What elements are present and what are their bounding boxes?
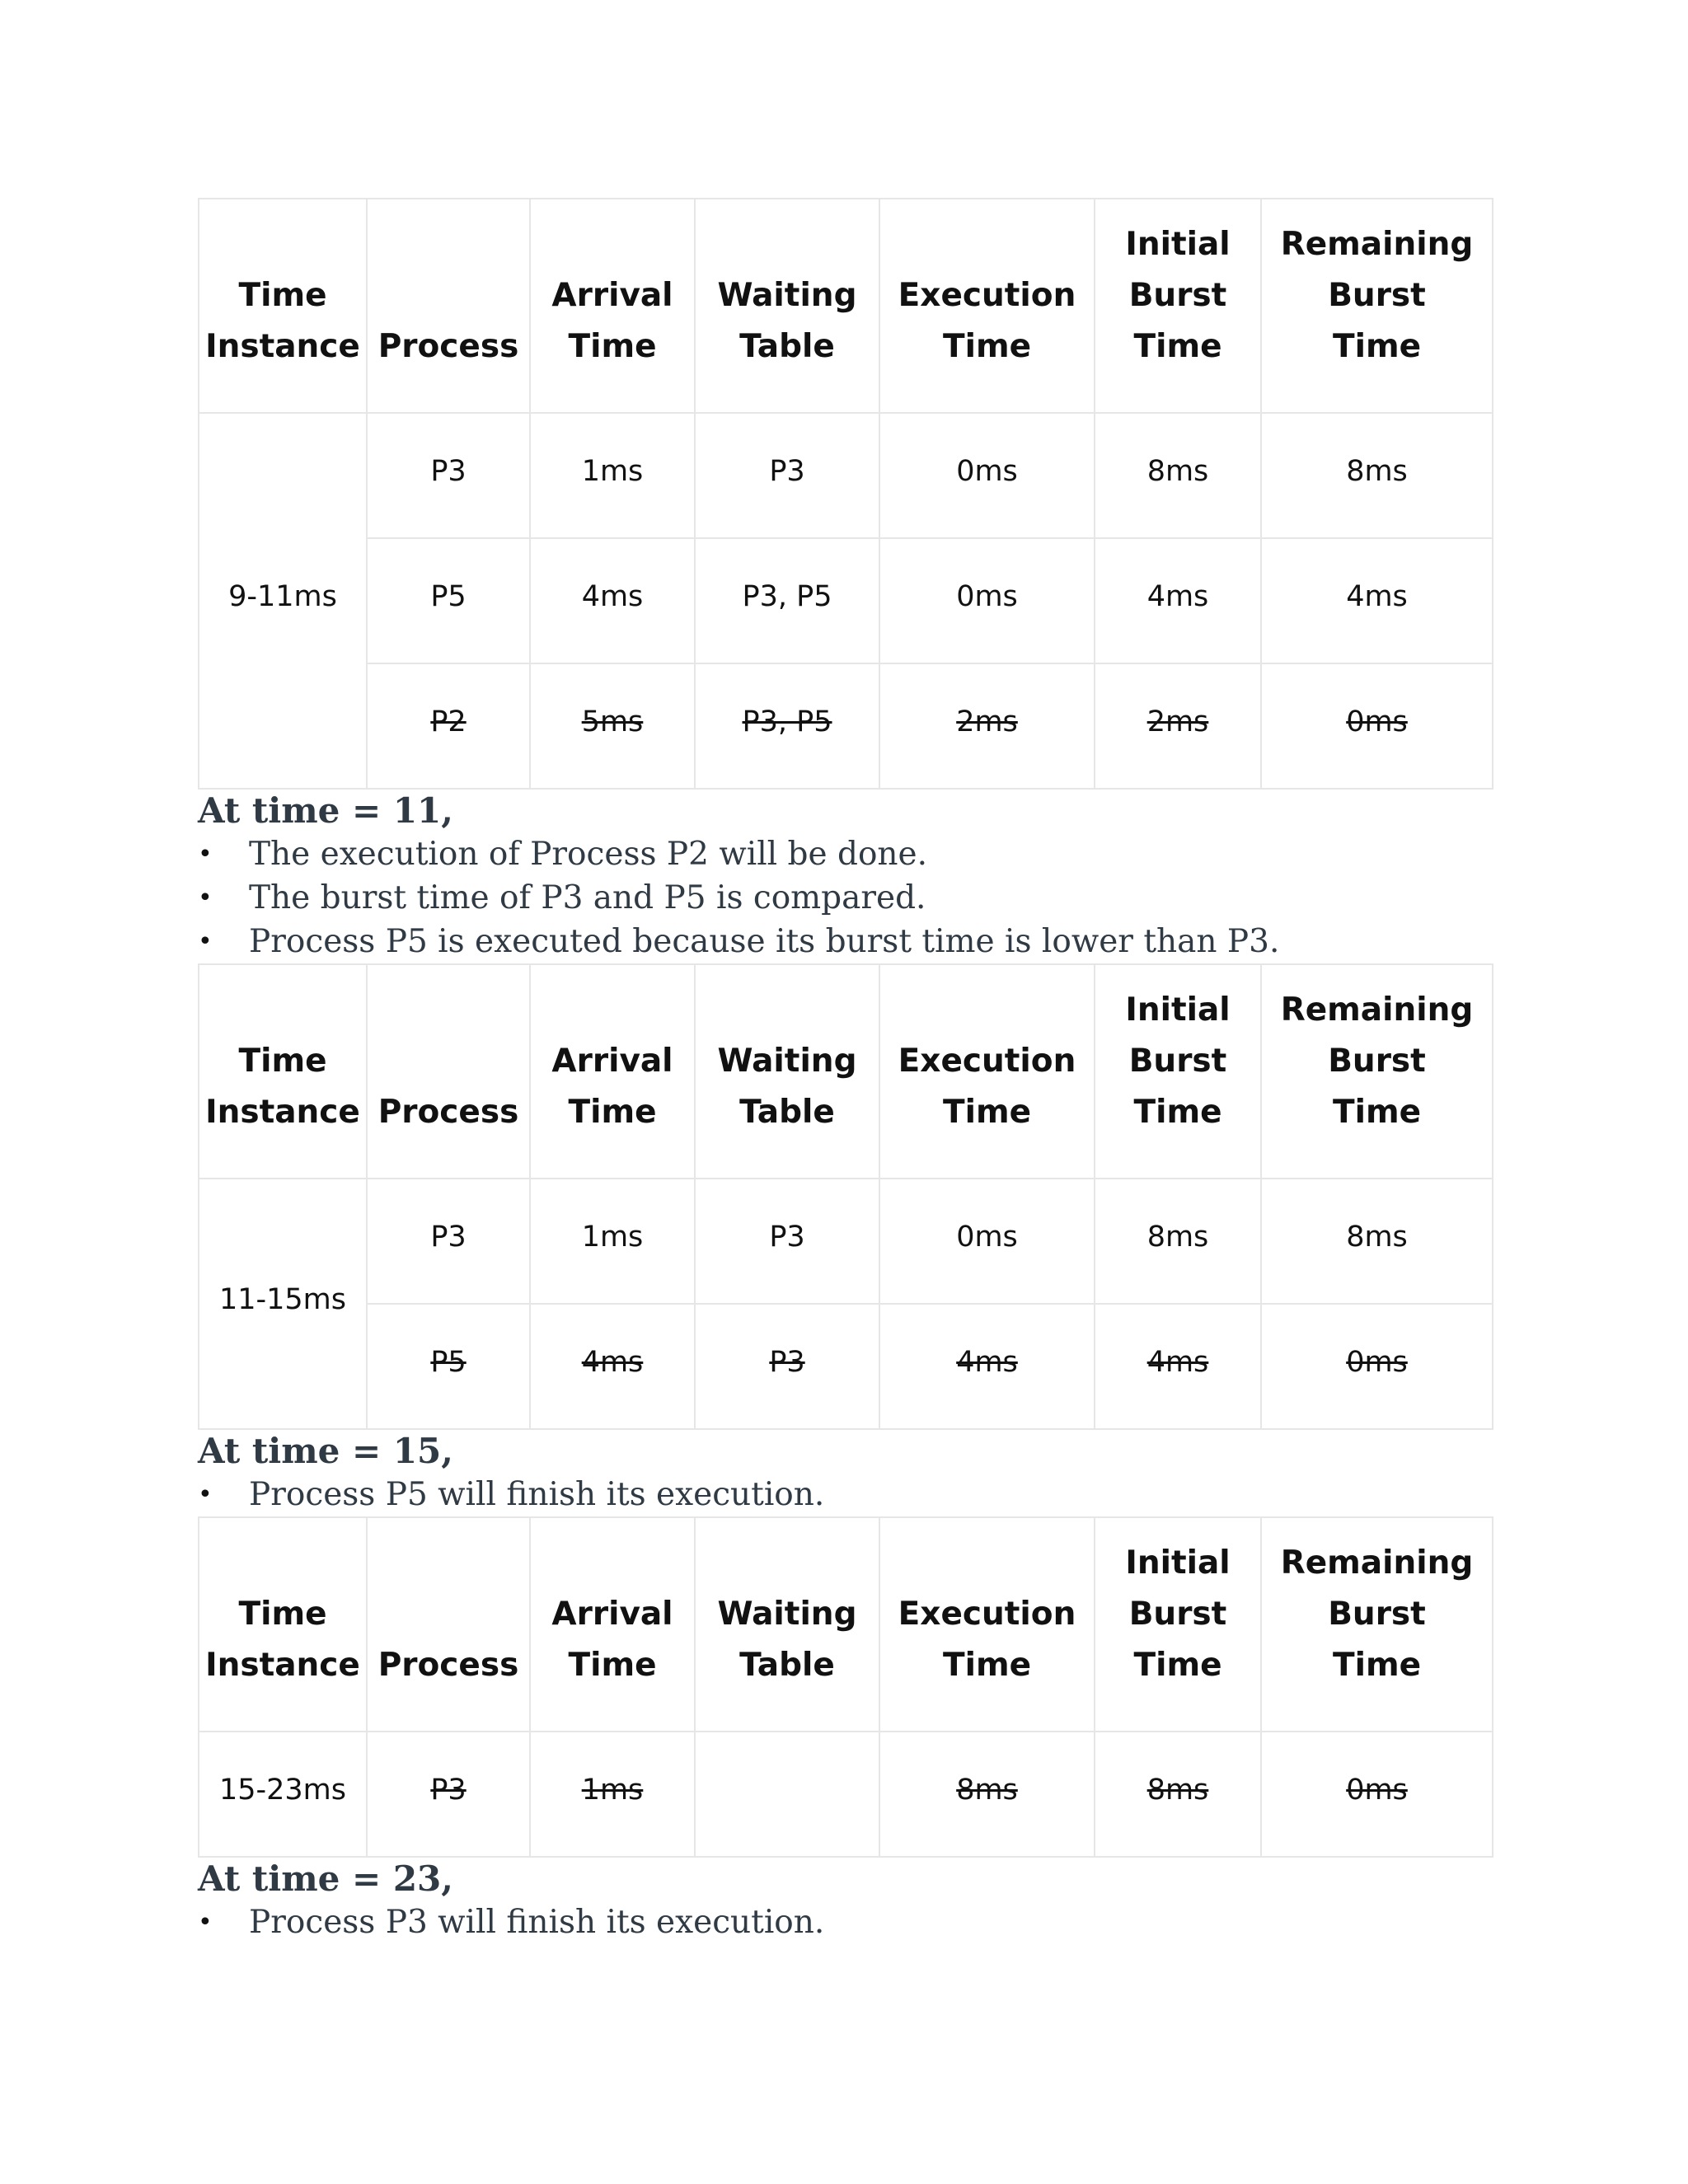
- waiting-table-text: P3: [769, 1346, 805, 1379]
- time-note: [198, 790, 1492, 963]
- column-header-text: Time: [942, 1094, 1032, 1131]
- execution-time-cell: [879, 663, 1095, 789]
- remaining-burst-cell: [1261, 413, 1493, 538]
- time-instance-cell: [199, 1179, 367, 1429]
- column-header-text: Instance: [205, 1094, 360, 1131]
- column-header-text: Time: [568, 1094, 657, 1131]
- initial-burst-text: 8ms: [1146, 1774, 1209, 1807]
- waiting-table-cell: [695, 413, 879, 538]
- execution-time-text: 0ms: [956, 1221, 1018, 1254]
- time-note: [198, 1430, 1492, 1516]
- remaining-burst-cell: [1261, 538, 1493, 663]
- arrival-time-text: 4ms: [581, 1346, 644, 1379]
- column-header-text: Arrival: [551, 277, 673, 314]
- waiting-table-cell: [695, 663, 879, 789]
- column-header: [367, 199, 530, 413]
- process-cell: [367, 1732, 530, 1857]
- column-header-text: Initial: [1125, 991, 1231, 1029]
- initial-burst-text: 2ms: [1146, 705, 1209, 738]
- execution-time-text: 0ms: [956, 455, 1018, 488]
- column-header-text: Time: [1332, 328, 1422, 365]
- time-note-heading: At time = 23,: [198, 1858, 453, 1899]
- column-header-text: Time: [1332, 1094, 1422, 1131]
- waiting-table-text: P3: [769, 1221, 805, 1254]
- table-body: [199, 1732, 1493, 1857]
- bullet-item: • The burst time of P3 and P5 is compared.: [198, 876, 1492, 920]
- column-header-text: Execution: [898, 1043, 1076, 1080]
- initial-burst-text: 8ms: [1146, 455, 1209, 488]
- column-header-text: Remaining: [1280, 1544, 1474, 1582]
- document-page: [198, 198, 1492, 1944]
- column-header-text: Instance: [205, 328, 360, 365]
- column-header: [695, 964, 879, 1179]
- execution-time-cell: [879, 538, 1095, 663]
- column-header-text: Burst: [1328, 1043, 1426, 1080]
- column-header: [530, 964, 695, 1179]
- table-row: [199, 1732, 1493, 1857]
- column-header-text: Waiting: [717, 277, 857, 314]
- arrival-time-cell: [530, 1304, 695, 1429]
- process-text: P5: [430, 580, 467, 613]
- process-text: P3: [430, 1221, 467, 1254]
- schedule-table: [198, 963, 1493, 1430]
- column-header: [879, 964, 1095, 1179]
- arrival-time-text: 5ms: [581, 705, 644, 738]
- initial-burst-cell: [1095, 1304, 1261, 1429]
- arrival-time-cell: [530, 663, 695, 789]
- process-text: P3: [430, 455, 467, 488]
- column-header: [1261, 1517, 1493, 1732]
- table-row: [199, 413, 1493, 538]
- column-header-text: Table: [739, 1094, 835, 1131]
- column-header-text: Time: [1133, 328, 1222, 365]
- time-instance-text: 11-15ms: [218, 1283, 347, 1316]
- arrival-time-text: 4ms: [581, 580, 644, 613]
- column-header-text: Time: [1133, 1647, 1222, 1684]
- execution-time-cell: [879, 1179, 1095, 1304]
- column-header-text: Instance: [205, 1647, 360, 1684]
- execution-time-text: 2ms: [956, 705, 1018, 738]
- table-header: [199, 1517, 1493, 1732]
- remaining-burst-cell: [1261, 1732, 1493, 1857]
- initial-burst-cell: [1095, 1732, 1261, 1857]
- arrival-time-text: 1ms: [581, 455, 644, 488]
- schedule-table: [198, 198, 1493, 790]
- arrival-time-cell: [530, 1732, 695, 1857]
- table-body: [199, 413, 1493, 789]
- column-header: [1095, 1517, 1261, 1732]
- header-row: [199, 1517, 1493, 1732]
- arrival-time-cell: [530, 538, 695, 663]
- process-cell: [367, 1179, 530, 1304]
- bullet-list: [198, 1473, 1492, 1516]
- column-header-text: Time: [568, 1647, 657, 1684]
- execution-time-cell: [879, 413, 1095, 538]
- schedule-table: [198, 1516, 1493, 1858]
- execution-time-cell: [879, 1304, 1095, 1429]
- table-row: [199, 663, 1493, 789]
- time-instance-cell: [199, 413, 367, 789]
- initial-burst-cell: [1095, 663, 1261, 789]
- process-text: P5: [430, 1346, 467, 1379]
- remaining-burst-cell: [1261, 1179, 1493, 1304]
- time-note-heading: At time = 11,: [198, 790, 453, 831]
- column-header-text: Time: [238, 277, 327, 314]
- column-header: [695, 199, 879, 413]
- column-header-text: Remaining: [1280, 991, 1474, 1029]
- column-header-text: Waiting: [717, 1043, 857, 1080]
- initial-burst-text: 8ms: [1146, 1221, 1209, 1254]
- initial-burst-text: 4ms: [1146, 1346, 1209, 1379]
- arrival-time-cell: [530, 1179, 695, 1304]
- column-header: [530, 199, 695, 413]
- column-header-text: Time: [568, 328, 657, 365]
- column-header: [530, 1517, 695, 1732]
- remaining-burst-text: 0ms: [1346, 1346, 1408, 1379]
- waiting-table-cell: [695, 538, 879, 663]
- time-note: [198, 1858, 1492, 1944]
- bullet-item: • Process P5 is executed because its burst time is lower than P3.: [198, 920, 1492, 963]
- column-header: [199, 1517, 367, 1732]
- bullet-list: [198, 832, 1492, 963]
- column-header-text: Burst: [1128, 1596, 1227, 1633]
- column-header-text: Remaining: [1280, 226, 1474, 263]
- column-header-text: Initial: [1125, 1544, 1231, 1582]
- time-instance-text: 9-11ms: [228, 580, 337, 613]
- bullet-list: [198, 1900, 1492, 1944]
- column-header: [1261, 199, 1493, 413]
- bullet-item: • Process P3 will finish its execution.: [198, 1900, 1492, 1944]
- column-header: [879, 199, 1095, 413]
- column-header-text: Arrival: [551, 1043, 673, 1080]
- column-header-text: Execution: [898, 1596, 1076, 1633]
- column-header: [199, 199, 367, 413]
- column-header-text: Burst: [1128, 1043, 1227, 1080]
- initial-burst-text: 4ms: [1146, 580, 1209, 613]
- column-header-text: Table: [739, 1647, 835, 1684]
- remaining-burst-text: 8ms: [1346, 1221, 1408, 1254]
- table-row: [199, 1179, 1493, 1304]
- waiting-table-cell: [695, 1304, 879, 1429]
- remaining-burst-text: 4ms: [1346, 580, 1408, 613]
- waiting-table-cell: [695, 1179, 879, 1304]
- time-note-heading: At time = 15,: [198, 1431, 453, 1471]
- column-header-text: Process: [377, 328, 519, 365]
- remaining-burst-text: 0ms: [1346, 705, 1408, 738]
- bullet-item: • The execution of Process P2 will be done.: [198, 832, 1492, 876]
- column-header-text: Waiting: [717, 1596, 857, 1633]
- table-row: [199, 1304, 1493, 1429]
- column-header-text: Time: [238, 1043, 327, 1080]
- remaining-burst-cell: [1261, 1304, 1493, 1429]
- column-header-text: Arrival: [551, 1596, 673, 1633]
- time-instance-text: 15-23ms: [218, 1774, 347, 1807]
- column-header-text: Initial: [1125, 226, 1231, 263]
- column-header-text: Execution: [898, 277, 1076, 314]
- header-row: [199, 964, 1493, 1179]
- column-header: [1095, 964, 1261, 1179]
- execution-time-text: 4ms: [956, 1346, 1018, 1379]
- column-header: [695, 1517, 879, 1732]
- table-body: [199, 1179, 1493, 1429]
- column-header-text: Time: [1133, 1094, 1222, 1131]
- initial-burst-cell: [1095, 413, 1261, 538]
- bullet-item: • Process P5 will finish its execution.: [198, 1473, 1492, 1516]
- execution-time-text: 8ms: [956, 1774, 1018, 1807]
- column-header-text: Time: [942, 1647, 1032, 1684]
- process-text: P3: [430, 1774, 467, 1807]
- initial-burst-cell: [1095, 538, 1261, 663]
- process-cell: [367, 663, 530, 789]
- time-instance-cell: [199, 1732, 367, 1857]
- column-header-text: Time: [942, 328, 1032, 365]
- column-header: [879, 1517, 1095, 1732]
- process-cell: [367, 413, 530, 538]
- waiting-table-text: P3, P5: [742, 580, 832, 613]
- column-header-text: Process: [377, 1647, 519, 1684]
- arrival-time-text: 1ms: [581, 1774, 644, 1807]
- column-header-text: Table: [739, 328, 835, 365]
- column-header-text: Time: [238, 1596, 327, 1633]
- process-text: P2: [430, 705, 467, 738]
- column-header-text: Burst: [1328, 277, 1426, 314]
- process-cell: [367, 538, 530, 663]
- arrival-time-text: 1ms: [581, 1221, 644, 1254]
- column-header: [1261, 964, 1493, 1179]
- table-header: [199, 964, 1493, 1179]
- column-header: [367, 1517, 530, 1732]
- remaining-burst-text: 0ms: [1346, 1774, 1408, 1807]
- arrival-time-cell: [530, 413, 695, 538]
- execution-time-text: 0ms: [956, 580, 1018, 613]
- table-row: [199, 538, 1493, 663]
- column-header-text: Process: [377, 1094, 519, 1131]
- remaining-burst-cell: [1261, 663, 1493, 789]
- column-header-text: Time: [1332, 1647, 1422, 1684]
- waiting-table-text: P3, P5: [742, 705, 832, 738]
- header-row: [199, 199, 1493, 413]
- column-header-text: Burst: [1128, 277, 1227, 314]
- column-header: [199, 964, 367, 1179]
- waiting-table-cell: [695, 1732, 879, 1857]
- column-header: [367, 964, 530, 1179]
- waiting-table-text: P3: [769, 455, 805, 488]
- initial-burst-cell: [1095, 1179, 1261, 1304]
- execution-time-cell: [879, 1732, 1095, 1857]
- column-header: [1095, 199, 1261, 413]
- column-header-text: Burst: [1328, 1596, 1426, 1633]
- table-header: [199, 199, 1493, 413]
- process-cell: [367, 1304, 530, 1429]
- remaining-burst-text: 8ms: [1346, 455, 1408, 488]
